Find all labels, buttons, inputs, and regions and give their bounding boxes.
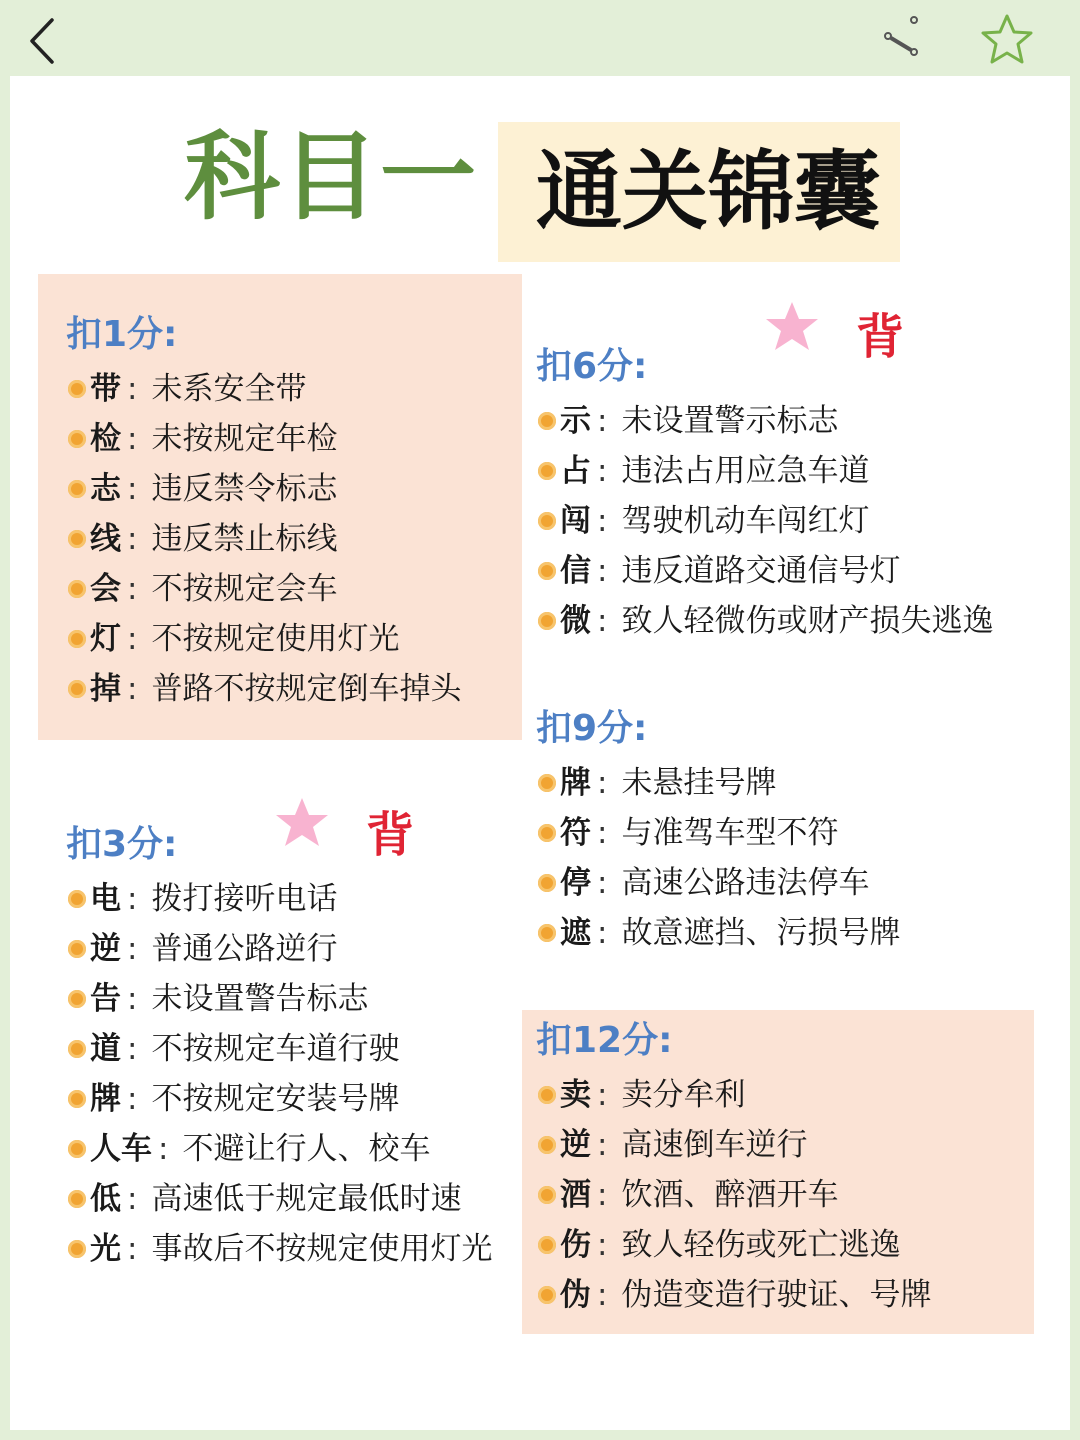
item-desc: 未系安全带 <box>151 371 307 407</box>
separator: : <box>127 671 138 707</box>
section-heading: 扣1分: <box>66 314 178 355</box>
item-key: 停 <box>560 865 591 901</box>
bullet-icon <box>68 1140 86 1158</box>
list-item <box>66 974 492 1024</box>
bullet-icon <box>538 924 556 942</box>
bullet-icon <box>538 412 556 430</box>
item-desc: 不按规定安装号牌 <box>151 1081 400 1117</box>
list-item <box>66 874 492 924</box>
separator: : <box>597 1277 608 1313</box>
bullet-icon <box>538 1086 556 1104</box>
item-key: 信 <box>560 553 591 589</box>
bullet-icon <box>538 462 556 480</box>
item-key: 检 <box>90 421 121 457</box>
bullet-icon <box>538 612 556 630</box>
item-key: 伪 <box>560 1277 591 1313</box>
list-item <box>66 1024 492 1074</box>
list-item <box>66 1124 492 1174</box>
bullet-icon <box>68 430 86 448</box>
title-left-text: 科目一 <box>184 121 478 233</box>
bullet-icon <box>68 1090 86 1108</box>
section-6-points <box>536 342 993 646</box>
separator: : <box>597 1077 608 1113</box>
list-item <box>66 414 461 464</box>
page-title <box>10 112 1070 242</box>
separator: : <box>127 571 138 607</box>
list-item <box>66 1074 492 1124</box>
item-desc: 未设置警示标志 <box>621 403 839 439</box>
top-bar <box>0 0 1080 76</box>
item-key: 微 <box>560 603 591 639</box>
bullet-icon <box>68 530 86 548</box>
back-icon[interactable] <box>22 16 66 66</box>
item-key: 掉 <box>90 671 121 707</box>
item-key: 带 <box>90 371 121 407</box>
item-desc: 故意遮挡、污损号牌 <box>621 915 901 951</box>
item-key: 线 <box>90 521 121 557</box>
item-key: 牌 <box>560 765 591 801</box>
item-desc: 不按规定使用灯光 <box>151 621 400 657</box>
section-3-points <box>66 820 492 1274</box>
bullet-icon <box>68 1190 86 1208</box>
separator: : <box>127 1231 138 1267</box>
item-key: 遮 <box>560 915 591 951</box>
separator: : <box>597 1177 608 1213</box>
item-desc: 驾驶机动车闯红灯 <box>621 503 870 539</box>
item-desc: 违法占用应急车道 <box>621 453 870 489</box>
item-key: 伤 <box>560 1227 591 1263</box>
item-desc: 不按规定车道行驶 <box>151 1031 400 1067</box>
separator: : <box>597 503 608 539</box>
bullet-icon <box>538 512 556 530</box>
list-item <box>536 1220 931 1270</box>
item-key: 会 <box>90 571 121 607</box>
list-item <box>66 1224 492 1274</box>
list-item <box>66 464 461 514</box>
separator: : <box>127 981 138 1017</box>
item-key: 逆 <box>90 931 121 967</box>
list-item <box>536 758 900 808</box>
list-item <box>536 446 993 496</box>
separator: : <box>597 553 608 589</box>
section-12-points <box>536 1016 931 1320</box>
item-desc: 未悬挂号牌 <box>621 765 777 801</box>
bullet-icon <box>538 874 556 892</box>
separator: : <box>127 881 138 917</box>
section-9-points <box>536 704 900 958</box>
list-item <box>536 908 900 958</box>
separator: : <box>158 1131 169 1167</box>
separator: : <box>597 865 608 901</box>
separator: : <box>597 765 608 801</box>
item-key: 光 <box>90 1231 121 1267</box>
section-1-point <box>66 310 461 714</box>
separator: : <box>597 403 608 439</box>
list-item <box>66 1174 492 1224</box>
separator: : <box>127 521 138 557</box>
list-item <box>536 1170 931 1220</box>
item-desc: 致人轻微伤或财产损失逃逸 <box>621 603 994 639</box>
list-item <box>536 808 900 858</box>
item-key: 告 <box>90 981 121 1017</box>
item-key: 符 <box>560 815 591 851</box>
bullet-icon <box>68 940 86 958</box>
item-desc: 普路不按规定倒车掉头 <box>151 671 462 707</box>
item-desc: 饮酒、醉酒开车 <box>621 1177 839 1213</box>
item-desc: 伪造变造行驶证、号牌 <box>621 1277 932 1313</box>
bullet-icon <box>68 380 86 398</box>
item-desc: 未按规定年检 <box>151 421 338 457</box>
memorize-mark: 背 <box>366 807 415 863</box>
item-desc: 卖分牟利 <box>621 1077 746 1113</box>
list-item <box>66 664 461 714</box>
item-key: 人车 <box>90 1131 152 1167</box>
separator: : <box>597 1127 608 1163</box>
favorite-star-icon[interactable] <box>978 12 1036 68</box>
item-desc: 违反禁止标线 <box>151 521 338 557</box>
list-item <box>536 496 993 546</box>
item-key: 志 <box>90 471 121 507</box>
bullet-icon <box>68 480 86 498</box>
item-desc: 与准驾车型不符 <box>621 815 839 851</box>
bullet-icon <box>538 1236 556 1254</box>
memorize-mark: 背 <box>856 309 905 365</box>
list-item <box>536 396 993 446</box>
separator: : <box>597 1227 608 1263</box>
separator: : <box>597 603 608 639</box>
list-item <box>536 546 993 596</box>
separator: : <box>597 815 608 851</box>
list-item <box>536 1120 931 1170</box>
separator: : <box>127 371 138 407</box>
item-desc: 高速公路违法停车 <box>621 865 870 901</box>
bullet-icon <box>68 1040 86 1058</box>
bullet-icon <box>68 890 86 908</box>
separator: : <box>127 421 138 457</box>
item-desc: 事故后不按规定使用灯光 <box>151 1231 493 1267</box>
title-right-text: 通关锦囊 <box>536 142 880 242</box>
item-desc: 违反禁令标志 <box>151 471 338 507</box>
bullet-icon <box>68 580 86 598</box>
item-desc: 拨打接听电话 <box>151 881 338 917</box>
bullet-icon <box>538 562 556 580</box>
separator: : <box>127 1181 138 1217</box>
item-key: 示 <box>560 403 591 439</box>
list-item <box>536 596 993 646</box>
item-key: 酒 <box>560 1177 591 1213</box>
item-key: 牌 <box>90 1081 121 1117</box>
item-desc: 高速倒车逆行 <box>621 1127 808 1163</box>
item-desc: 违反道路交通信号灯 <box>621 553 901 589</box>
item-desc: 不避让行人、校车 <box>182 1131 431 1167</box>
item-desc: 普通公路逆行 <box>151 931 338 967</box>
item-key: 卖 <box>560 1077 591 1113</box>
item-key: 电 <box>90 881 121 917</box>
list-item <box>66 614 461 664</box>
separator: : <box>597 453 608 489</box>
bullet-icon <box>538 824 556 842</box>
item-key: 占 <box>560 453 591 489</box>
item-key: 灯 <box>90 621 121 657</box>
bullet-icon <box>68 990 86 1008</box>
bullet-icon <box>68 630 86 648</box>
share-icon[interactable] <box>880 14 926 60</box>
item-key: 逆 <box>560 1127 591 1163</box>
separator: : <box>597 915 608 951</box>
bullet-icon <box>538 1286 556 1304</box>
separator: : <box>127 931 138 967</box>
item-desc: 致人轻伤或死亡逃逸 <box>621 1227 901 1263</box>
bullet-icon <box>538 774 556 792</box>
bullet-icon <box>538 1186 556 1204</box>
section-heading: 扣3分: <box>66 824 178 865</box>
list-item <box>66 564 461 614</box>
list-item <box>66 924 492 974</box>
item-desc: 高速低于规定最低时速 <box>151 1181 462 1217</box>
bullet-icon <box>538 1136 556 1154</box>
bullet-icon <box>68 680 86 698</box>
item-desc: 不按规定会车 <box>151 571 338 607</box>
list-item <box>536 1070 931 1120</box>
separator: : <box>127 621 138 657</box>
section-heading: 扣9分: <box>536 708 648 749</box>
bullet-icon <box>68 1240 86 1258</box>
item-desc: 未设置警告标志 <box>151 981 369 1017</box>
item-key: 低 <box>90 1181 121 1217</box>
list-item <box>536 1270 931 1320</box>
separator: : <box>127 471 138 507</box>
separator: : <box>127 1081 138 1117</box>
item-key: 道 <box>90 1031 121 1067</box>
list-item <box>66 364 461 414</box>
list-item <box>66 514 461 564</box>
separator: : <box>127 1031 138 1067</box>
section-heading: 扣6分: <box>536 346 648 387</box>
list-item <box>536 858 900 908</box>
item-key: 闯 <box>560 503 591 539</box>
content-card <box>10 76 1070 1430</box>
section-heading: 扣12分: <box>536 1020 673 1061</box>
